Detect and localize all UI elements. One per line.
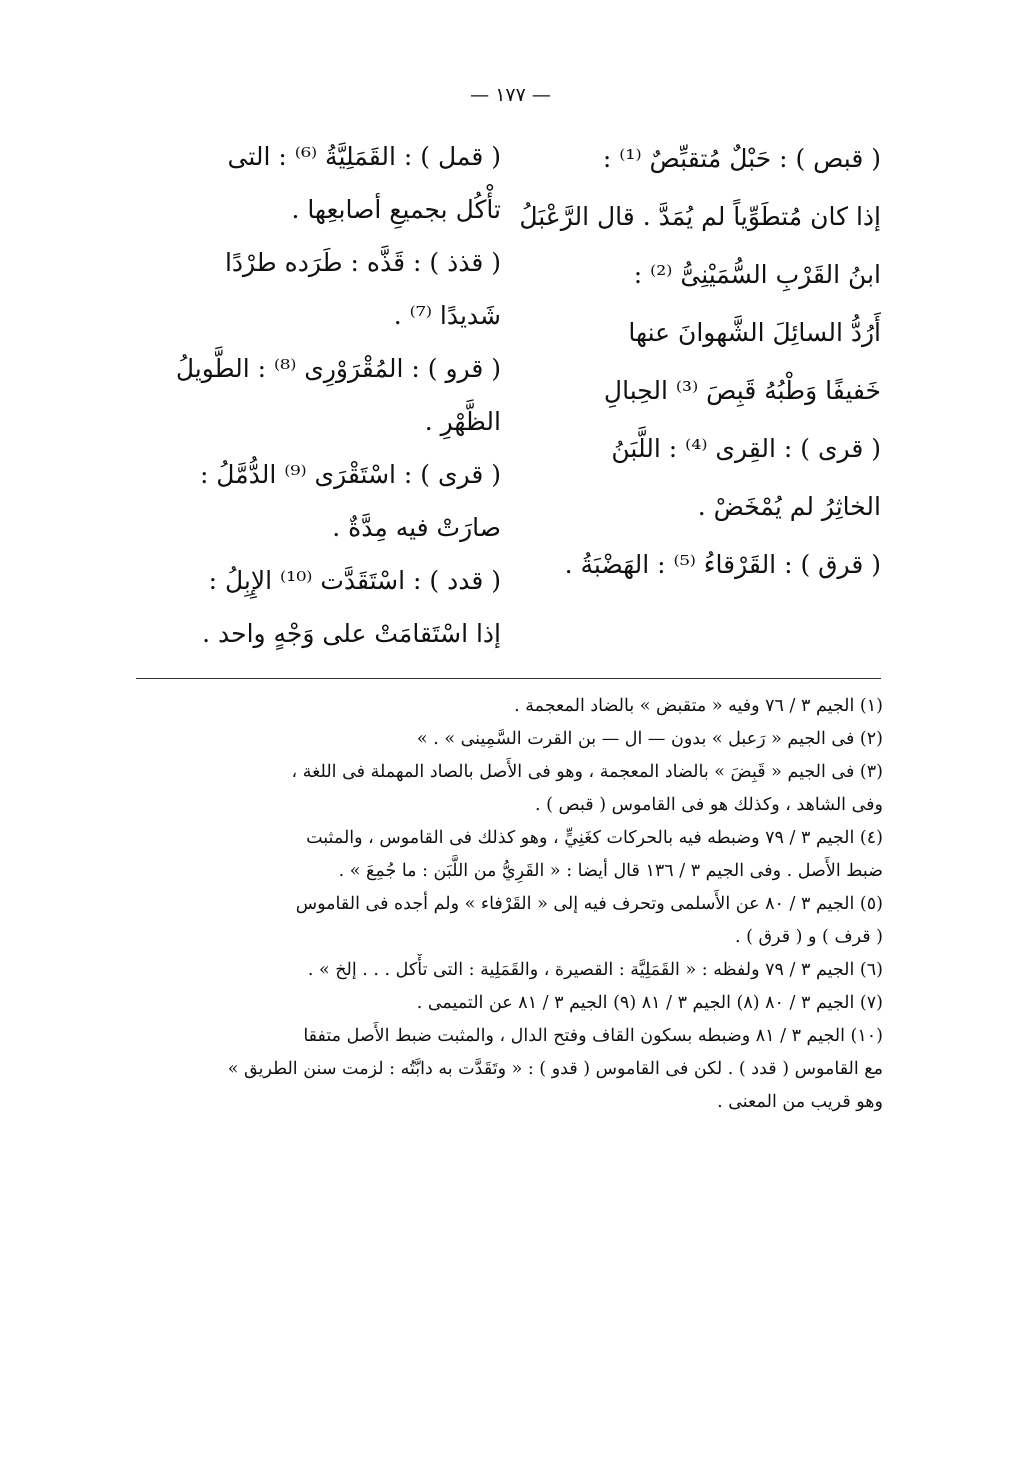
footnote-line: ضبط الأَصل . وفى الجيم ٣ / ١٣٦ قال أيضا : « القَرِيُّ من اللَّبَن : ما جُمِعَ » . (338, 861, 883, 881)
footnote-line: (٦) الجيم ٣ / ٧٩ ولفظه : « القَمَلِيَّة : القصيرة ، والقَمَلِية : التى تأْكل . . . إلخ » . (307, 960, 883, 980)
footnote-line: (٢) فى الجيم « رَعبل » بدون — ال — بن القرت السَّمِينى » . » (416, 729, 883, 749)
footnote-line: (١) الجيم ٣ / ٧٦ وفيه « متقبض » بالضاد المعجمة . (514, 696, 883, 716)
footnotes (133, 690, 883, 1119)
verse-line: أَرُدُّ السائِلَ الشَّهوانَ عنها (628, 318, 881, 347)
page-number: — ١٧٧ — (470, 84, 551, 106)
entry-line: ( قمل ) : القَمَلِيَّةُ ⁽⁶⁾ : التى (227, 142, 501, 171)
footnote-divider (136, 678, 881, 679)
entry-line: ( قرو ) : المُقْرَوْرِى ⁽⁸⁾ : الطَّويلُ (175, 354, 501, 383)
entry-line: تأْكُل بجميعِ أصابعِها . (291, 195, 501, 224)
entry-line: ( قبص ) : حَبْلٌ مُتقبِّصٌ ⁽¹⁾ : (602, 144, 881, 173)
right-column (491, 130, 881, 594)
footnote-line: مع القاموس ( قدد ) . لكن فى القاموس ( قدو ) : « وتَقَدَّت به دابَّتُه : لزمت سنن الطريق » (227, 1059, 883, 1079)
entry-line: ( قدد ) : اسْتَقَدَّت ⁽¹⁰⁾ الإِبِلُ : (208, 566, 501, 595)
entry-line: ( قرق ) : القَرْقاءُ ⁽⁵⁾ : الهَضْبَةُ . (564, 550, 881, 579)
entry-line: الخاثِرُ لم يُمْخَضْ . (697, 492, 881, 521)
left-column (121, 130, 501, 660)
entry-line: الظَّهْرِ . (424, 407, 501, 436)
footnote-line: وهو قريب من المعنى . (717, 1092, 883, 1112)
entry-line: ( قرى ) : اسْتَقْرَى ⁽⁹⁾ الدُّمَّلُ : (199, 460, 501, 489)
entry-line: صارَتْ فيه مِدَّةٌ . (332, 513, 501, 542)
footnote-line: (٧) الجيم ٣ / ٨٠ (٨) الجيم ٣ / ٨١ (٩) الجيم ٣ / ٨١ عن التميمى . (416, 993, 883, 1013)
footnote-line: (٣) فى الجيم « قَبِضَ » بالضاد المعجمة ، وهو فى الأَصل بالصاد المهملة فى اللغة ، (291, 762, 883, 782)
entry-line: إذا اسْتَقامَتْ على وَجْهٍ واحد . (202, 619, 501, 648)
entry-line: ابنُ القَرْبِ السُّمَيْنِىُّ ⁽²⁾ : (633, 260, 881, 289)
footnote-line: (٥) الجيم ٣ / ٨٠ عن الأَسلمى وتحرف فيه إلى « القَرْفاء » ولم أجده فى القاموس (295, 894, 883, 914)
entry-line: شَديدًا ⁽⁷⁾ . (393, 301, 501, 330)
footnote-line: وفى الشاهد ، وكذلك هو فى القاموس ( قبص ) . (535, 795, 883, 815)
entry-line: إذا كان مُتطَوِّياً لم يُمَدَّ . قال الرَّعْبَلُ (519, 202, 881, 231)
entry-line: ( قذذ ) : قَذَّه : طَرَده طرْدًا (224, 248, 501, 277)
footnote-line: ( قرف ) و ( قرق ) . (734, 927, 883, 947)
verse-line: خَفيفًا وَطْبُهُ قَبِصَ ⁽³⁾ الحِبالِ (603, 376, 881, 405)
footnote-line: (٤) الجيم ٣ / ٧٩ وضبطه فيه بالحركات كغَنِيٍّ ، وهو كذلك فى القاموس ، والمثبت (306, 828, 883, 848)
footnote-line: (١٠) الجيم ٣ / ٨١ وضبطه بسكون القاف وفتح الدال ، والمثبت ضبط الأَصل متفقا (303, 1026, 883, 1046)
entry-line: ( قرى ) : القِرى ⁽⁴⁾ : اللَّبَنُ (611, 434, 881, 463)
